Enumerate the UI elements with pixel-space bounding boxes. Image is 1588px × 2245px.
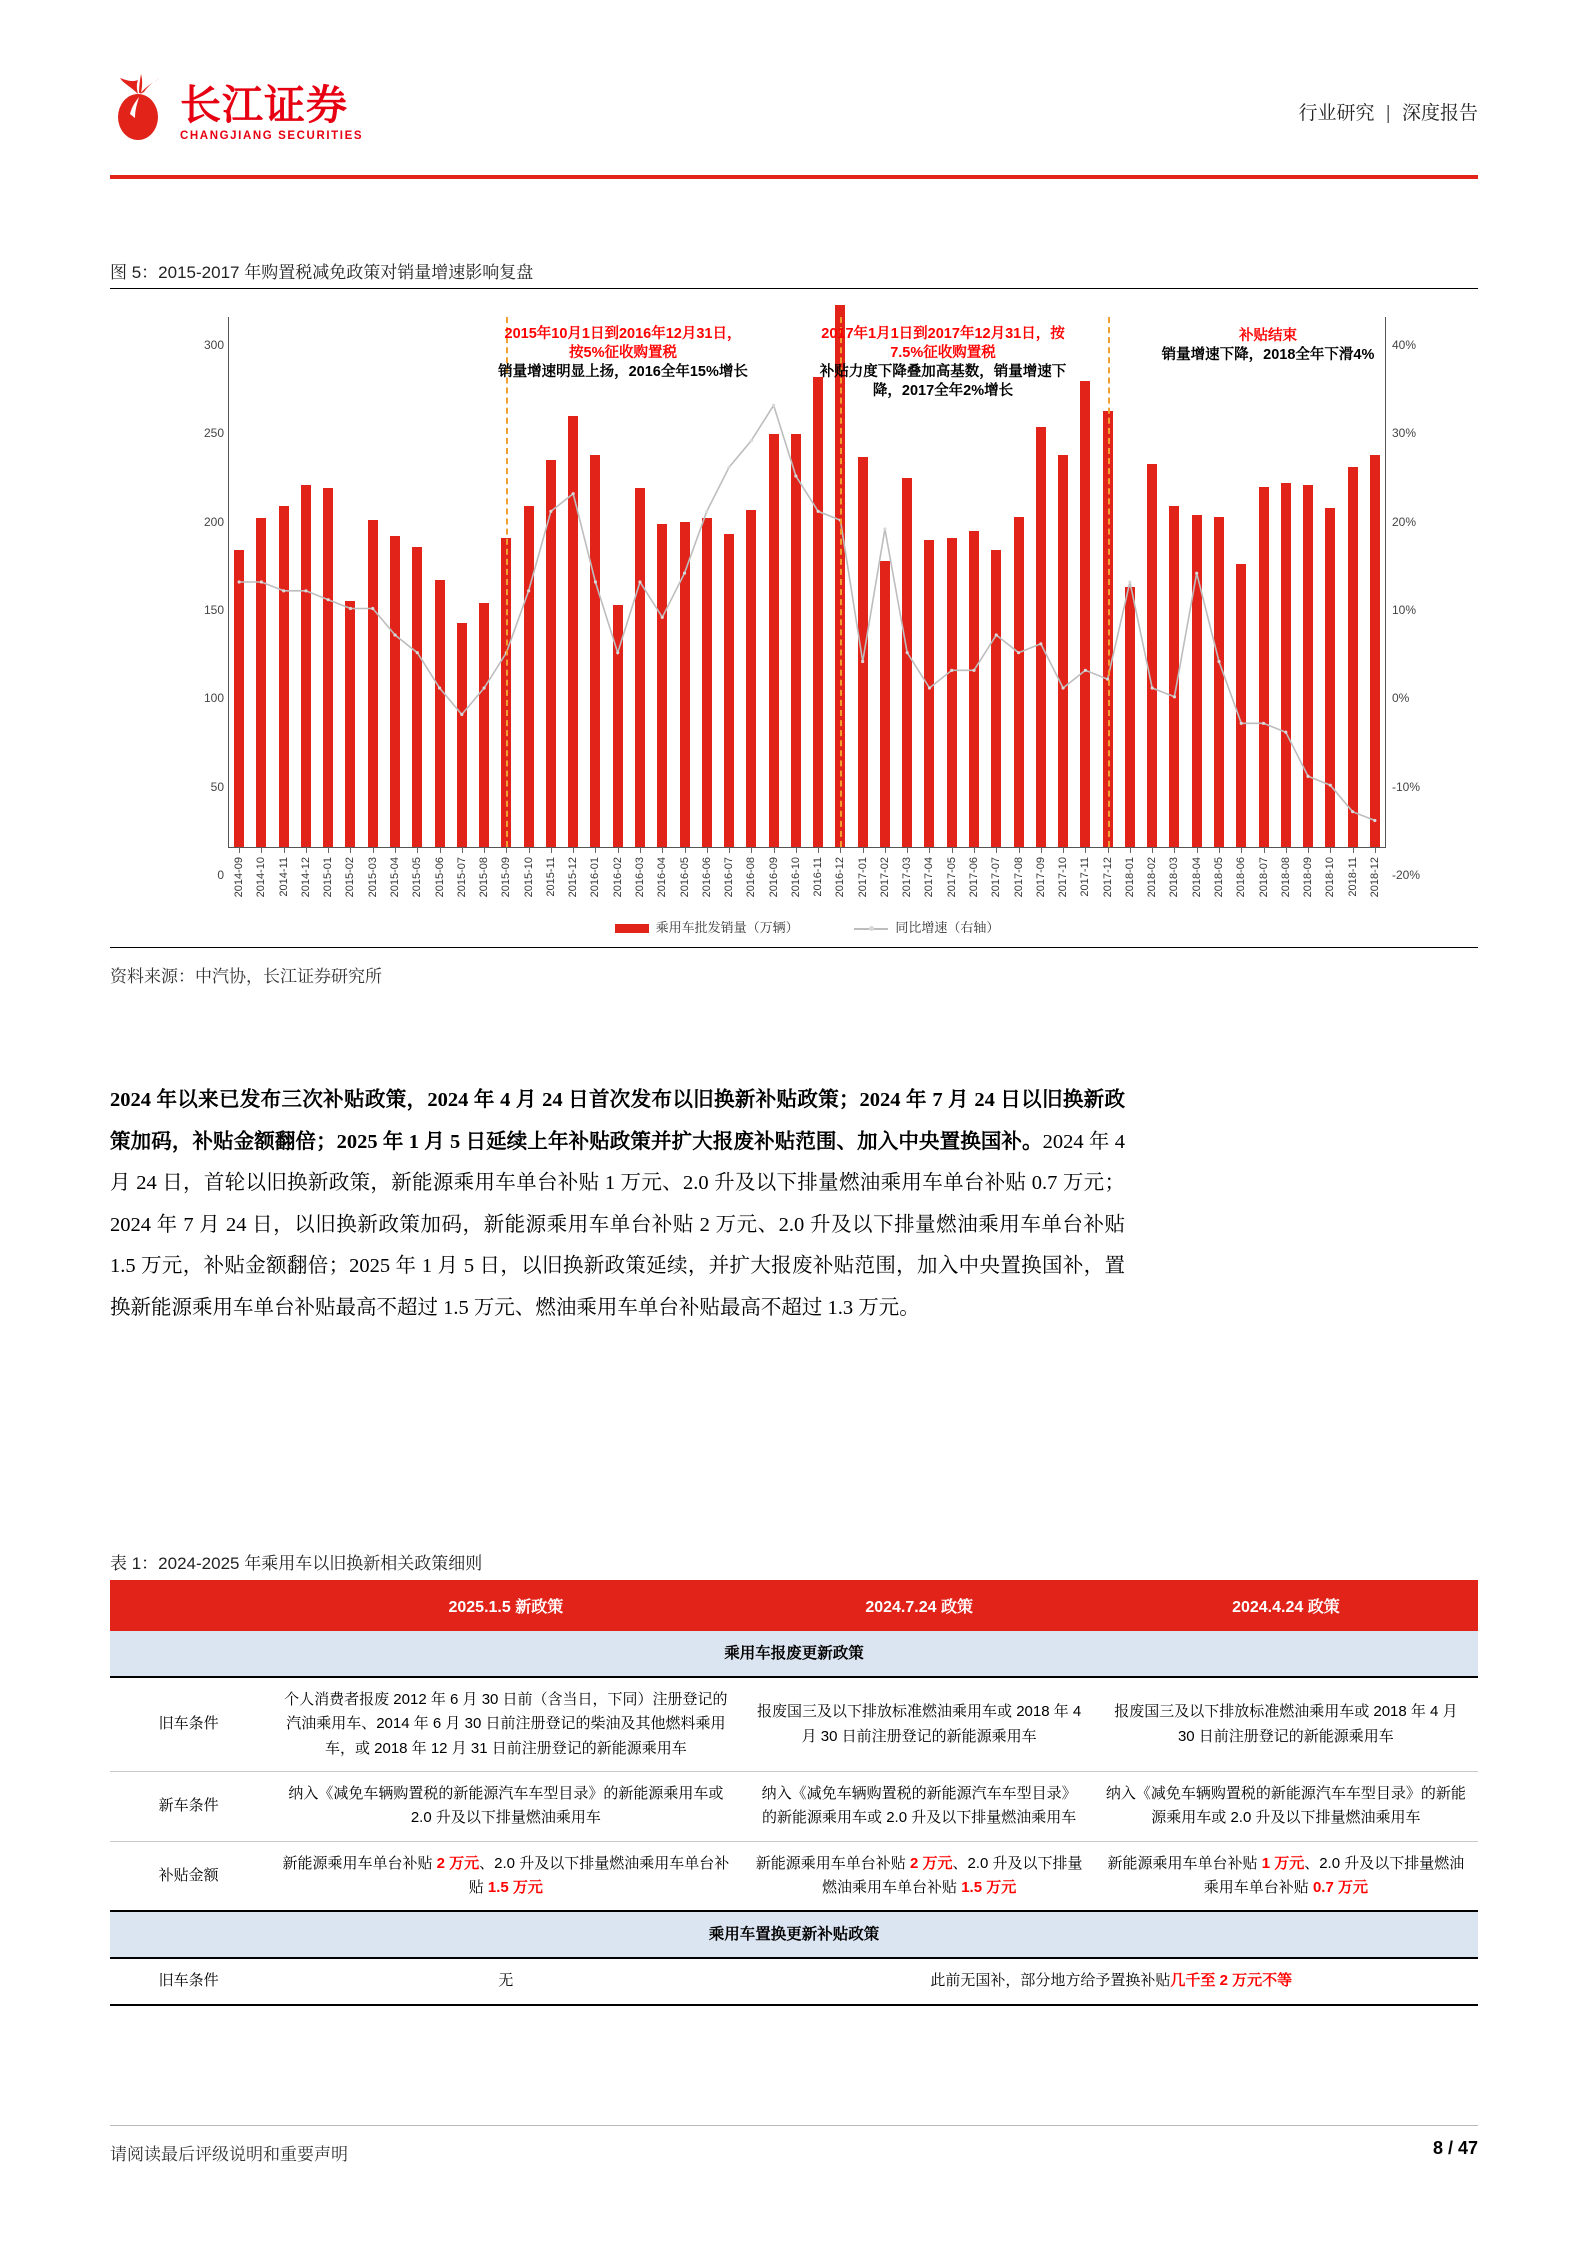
section-heading-label: 乘用车报废更新政策 bbox=[110, 1631, 1478, 1677]
chart-annotation bbox=[498, 325, 748, 382]
annotation-effect-text: 补贴力度下降叠加高基数，销量增速下降，2017全年2%增长 bbox=[819, 364, 1067, 400]
x-axis-label: 2017-05 bbox=[945, 857, 958, 898]
chart-area bbox=[203, 317, 1421, 935]
x-tick bbox=[1108, 847, 1109, 853]
brand-logo bbox=[110, 70, 363, 142]
x-tick bbox=[863, 847, 864, 853]
x-tick bbox=[1286, 847, 1287, 853]
x-tick bbox=[1130, 847, 1131, 853]
page-header bbox=[110, 70, 1478, 170]
table-row bbox=[110, 1841, 1478, 1911]
header-divider bbox=[110, 175, 1478, 179]
x-axis-label: 2018-04 bbox=[1190, 857, 1203, 898]
table-section-heading-replace bbox=[110, 1911, 1478, 1958]
x-tick bbox=[685, 847, 686, 853]
policy-marker-line bbox=[1108, 317, 1110, 847]
x-tick bbox=[929, 847, 930, 853]
cell-2024-replace bbox=[745, 1958, 1478, 2004]
x-axis-label: 2018-02 bbox=[1146, 857, 1159, 898]
y-tick-left: 50 bbox=[210, 779, 224, 794]
footer-divider bbox=[110, 2125, 1478, 2126]
x-axis-label: 2018-01 bbox=[1123, 857, 1136, 898]
x-axis-label: 2015-03 bbox=[366, 857, 379, 898]
x-axis-label: 2014-11 bbox=[277, 857, 290, 897]
x-tick bbox=[1174, 847, 1175, 853]
subsidy-pre: 新能源乘用车单台补贴 bbox=[755, 1854, 910, 1872]
x-axis-label: 2015-08 bbox=[478, 857, 491, 898]
growth-rate-line bbox=[228, 317, 1386, 847]
x-tick bbox=[1308, 847, 1309, 853]
subsidy-pre: 新能源乘用车单台补贴 bbox=[282, 1854, 437, 1872]
x-axis-label: 2016-09 bbox=[767, 857, 780, 898]
x-axis-label: 2018-08 bbox=[1279, 857, 1292, 898]
x-tick bbox=[1219, 847, 1220, 853]
x-tick bbox=[306, 847, 307, 853]
row-label-old-car-1: 旧车条件 bbox=[158, 1715, 219, 1733]
body-paragraph bbox=[110, 1080, 1125, 1330]
brand-name-cn: 长江证券 bbox=[180, 81, 348, 128]
x-tick bbox=[618, 847, 619, 853]
x-tick bbox=[796, 847, 797, 853]
x-axis-label: 2016-05 bbox=[678, 857, 691, 898]
table-col-2025: 2025.1.5 新政策 bbox=[267, 1580, 744, 1631]
x-tick bbox=[1264, 847, 1265, 853]
y-tick-right: 20% bbox=[1392, 514, 1417, 529]
x-axis-label: 2018-11 bbox=[1346, 857, 1359, 897]
header-breadcrumb bbox=[1298, 98, 1478, 125]
x-axis-label: 2015-02 bbox=[344, 857, 357, 898]
replace-highlight: 几千至 2 万元不等 bbox=[1170, 1972, 1293, 1990]
x-axis-label: 2014-10 bbox=[255, 857, 268, 898]
y-tick-right: -10% bbox=[1392, 779, 1421, 794]
table-col-blank bbox=[110, 1580, 267, 1631]
figure-container bbox=[110, 288, 1478, 948]
y-tick-right: 40% bbox=[1392, 338, 1417, 352]
x-axis-label: 2018-12 bbox=[1368, 857, 1381, 898]
x-tick bbox=[974, 847, 975, 853]
x-axis-label: 2017-12 bbox=[1101, 857, 1114, 898]
paragraph-body: 2024 年 4 月 24 日，首轮以旧换新政策，新能源乘用车单台补贴 1 万元、2.0 升及以下排量燃油乘用车单台补贴 0.7 万元；2024 年 7 月 24 日，以旧换新政策加码，新能源乘用车单台补贴 2 万元、2.0 升及以下排量燃油乘用车单台补贴 1.5 万元，补贴金额翻倍；2025 年 1 月 5 日，以旧换新政策延续，并扩大报废补贴范围，加入中央置换国补，置换新能源乘用车单台补贴最高不超过 1.5 万元、燃油乘用车单台补贴最高不超过 1.3 万元。 bbox=[110, 1130, 1126, 1320]
x-axis-label: 2014-12 bbox=[299, 857, 312, 898]
y-tick-left: 300 bbox=[203, 338, 224, 352]
chart-plot bbox=[228, 317, 1386, 847]
x-tick bbox=[1241, 847, 1242, 853]
x-axis-label: 2015-12 bbox=[567, 857, 580, 898]
table-header-row bbox=[110, 1580, 1478, 1631]
breadcrumb-separator: | bbox=[1385, 103, 1391, 124]
x-tick bbox=[1353, 847, 1354, 853]
y-tick-right: 0% bbox=[1392, 691, 1410, 706]
table-section-heading-scrap bbox=[110, 1631, 1478, 1677]
x-tick bbox=[350, 847, 351, 853]
subsidy-highlight-1: 2 万元 bbox=[436, 1854, 480, 1872]
x-axis-label: 2015-09 bbox=[500, 857, 513, 898]
subsidy-pre: 新能源乘用车单台补贴 bbox=[1107, 1854, 1262, 1872]
x-axis-label: 2016-12 bbox=[834, 857, 847, 898]
x-tick bbox=[885, 847, 886, 853]
x-tick bbox=[1152, 847, 1153, 853]
figure-caption: 图 5：2015-2017 年购置税减免政策对销量增速影响复盘 bbox=[110, 263, 534, 282]
policy-table bbox=[110, 1580, 1478, 2006]
cell-202407-old-car: 报废国三及以下排放标准燃油乘用车或 2018 年 4 月 30 日前注册登记的新能源乘用车 bbox=[757, 1703, 1082, 1745]
table-row bbox=[110, 1958, 1478, 2004]
y-tick-left: 150 bbox=[203, 603, 224, 617]
x-tick bbox=[573, 847, 574, 853]
x-tick bbox=[707, 847, 708, 853]
x-tick bbox=[1019, 847, 1020, 853]
x-axis-label: 2017-09 bbox=[1034, 857, 1047, 898]
replace-pre: 此前无国补，部分地方给予置换补贴 bbox=[930, 1972, 1171, 1990]
x-axis-label: 2014-09 bbox=[233, 857, 246, 898]
x-tick bbox=[640, 847, 641, 853]
y-tick-right: 30% bbox=[1392, 426, 1417, 441]
x-axis-label: 2017-10 bbox=[1057, 857, 1070, 898]
annotation-policy-text: 2015年10月1日到2016年12月31日，按5%征收购置税 bbox=[504, 326, 742, 362]
x-tick bbox=[529, 847, 530, 853]
x-tick bbox=[484, 847, 485, 853]
cell-2025-replace: 无 bbox=[498, 1972, 514, 1990]
report-category: 行业研究 bbox=[1298, 103, 1375, 124]
x-axis-label: 2015-10 bbox=[522, 857, 535, 898]
footer-page-number: 8 / 47 bbox=[1432, 2138, 1478, 2158]
x-axis-label: 2016-01 bbox=[589, 857, 602, 898]
x-axis-label: 2015-06 bbox=[433, 857, 446, 898]
section-heading-label: 乘用车置换更新补贴政策 bbox=[110, 1911, 1478, 1958]
x-axis bbox=[228, 847, 1386, 848]
x-tick bbox=[729, 847, 730, 853]
chart-legend bbox=[228, 917, 1386, 936]
y-tick-left: 250 bbox=[203, 426, 224, 441]
policy-marker-line bbox=[506, 317, 508, 847]
y-tick-left: 0 bbox=[217, 868, 224, 882]
x-tick bbox=[551, 847, 552, 853]
x-tick bbox=[239, 847, 240, 853]
x-axis-label: 2015-04 bbox=[389, 857, 402, 898]
table-caption: 表 1：2024-2025 年乘用车以旧换新相关政策细则 bbox=[110, 1554, 483, 1573]
x-axis-label: 2015-01 bbox=[322, 857, 335, 898]
x-tick bbox=[417, 847, 418, 853]
x-tick bbox=[284, 847, 285, 853]
subsidy-highlight-2: 1.5 万元 bbox=[961, 1878, 1017, 1896]
subsidy-highlight-1: 1 万元 bbox=[1261, 1854, 1305, 1872]
x-axis-label: 2015-11 bbox=[544, 857, 557, 897]
cell-202407-subsidy bbox=[745, 1841, 1094, 1911]
x-axis-label: 2017-02 bbox=[878, 857, 891, 898]
table-col-2024-04: 2024.4.24 政策 bbox=[1094, 1580, 1478, 1631]
chart-annotation bbox=[818, 325, 1068, 402]
x-axis-label: 2018-10 bbox=[1324, 857, 1337, 898]
x-tick bbox=[996, 847, 997, 853]
x-axis-label: 2015-07 bbox=[455, 857, 468, 898]
legend-swatch-line bbox=[854, 928, 888, 930]
table-col-2024-07: 2024.7.24 政策 bbox=[745, 1580, 1094, 1631]
x-axis-label: 2016-11 bbox=[812, 857, 825, 897]
x-tick bbox=[506, 847, 507, 853]
cell-2025-new-car: 纳入《减免车辆购置税的新能源汽车车型目录》的新能源乘用车或 2.0 升及以下排量燃油乘用车 bbox=[288, 1785, 724, 1827]
footer-note: 请阅读最后评级说明和重要声明 bbox=[110, 2145, 348, 2164]
x-tick bbox=[1041, 847, 1042, 853]
row-label-subsidy: 补贴金额 bbox=[158, 1866, 219, 1884]
cell-202404-subsidy bbox=[1094, 1841, 1478, 1911]
x-tick bbox=[395, 847, 396, 853]
x-tick bbox=[751, 847, 752, 853]
x-axis-label: 2017-07 bbox=[990, 857, 1003, 898]
changjiang-flame-logo-icon bbox=[110, 70, 172, 142]
x-axis-label: 2018-07 bbox=[1257, 857, 1270, 898]
cell-2025-old-car: 个人消费者报废 2012 年 6 月 30 日前（含当日，下同）注册登记的汽油乘用车、2014 年 6 月 30 日前注册登记的柴油及其他燃料乘用车，或 2018 年 12 月 31 日前注册登记的新能源乘用车 bbox=[284, 1691, 728, 1757]
legend-item-bar bbox=[615, 920, 799, 935]
x-axis-label: 2017-06 bbox=[968, 857, 981, 898]
x-tick bbox=[440, 847, 441, 853]
subsidy-mid: 、2.0 升及以下排量燃油乘用车单台补贴 bbox=[822, 1854, 1083, 1896]
x-tick bbox=[1085, 847, 1086, 853]
x-tick bbox=[774, 847, 775, 853]
legend-swatch-bar bbox=[615, 924, 649, 933]
table-row bbox=[110, 1677, 1478, 1771]
annotation-policy-text: 补贴结束 bbox=[1239, 328, 1297, 344]
cell-202404-new-car: 纳入《减免车辆购置税的新能源汽车车型目录》的新能源乘用车或 2.0 升及以下排量燃油乘用车 bbox=[1105, 1785, 1466, 1827]
subsidy-highlight-2: 1.5 万元 bbox=[487, 1878, 543, 1896]
x-axis-label: 2016-04 bbox=[656, 857, 669, 898]
x-axis-label: 2017-08 bbox=[1012, 857, 1025, 898]
x-axis-label: 2016-07 bbox=[723, 857, 736, 898]
annotation-effect-text: 销量增速明显上扬，2016全年15%增长 bbox=[498, 364, 748, 381]
y-tick-right: -20% bbox=[1392, 868, 1421, 882]
chart-annotation bbox=[1153, 327, 1383, 365]
x-tick bbox=[1375, 847, 1376, 853]
x-tick bbox=[840, 847, 841, 853]
x-tick bbox=[328, 847, 329, 853]
paragraph-bold-lead: 2024 年以来已发布三次补贴政策，2024 年 4 月 24 日首次发布以旧换新补贴政策；2024 年 7 月 24 日以旧换新政策加码，补贴金额翻倍；2025 年 1 月 5 日延续上年补贴政策并扩大报废补贴范围、加入中央置换国补。 bbox=[110, 1089, 1125, 1153]
report-type: 深度报告 bbox=[1401, 103, 1478, 124]
y-tick-left: 100 bbox=[203, 691, 224, 706]
legend-label-line: 同比增速（右轴） bbox=[895, 920, 1000, 935]
x-axis-label: 2017-04 bbox=[923, 857, 936, 898]
x-axis-label: 2016-08 bbox=[745, 857, 758, 898]
y-tick-left: 200 bbox=[203, 514, 224, 529]
x-tick bbox=[662, 847, 663, 853]
x-axis-label: 2018-09 bbox=[1302, 857, 1315, 898]
x-axis-label: 2018-05 bbox=[1212, 857, 1225, 898]
table-row bbox=[110, 1772, 1478, 1842]
x-tick bbox=[907, 847, 908, 853]
brand-name-en: CHANGJIANG SECURITIES bbox=[180, 129, 364, 142]
subsidy-highlight-2: 0.7 万元 bbox=[1312, 1878, 1368, 1896]
x-axis-label: 2016-02 bbox=[611, 857, 624, 898]
x-axis-label: 2017-01 bbox=[856, 857, 869, 898]
x-axis-label: 2015-05 bbox=[411, 857, 424, 898]
x-tick bbox=[261, 847, 262, 853]
row-label-new-car: 新车条件 bbox=[158, 1797, 219, 1815]
legend-label-bar: 乘用车批发销量（万辆） bbox=[655, 920, 799, 935]
x-tick bbox=[1197, 847, 1198, 853]
cell-202407-new-car: 纳入《减免车辆购置税的新能源汽车车型目录》的新能源乘用车或 2.0 升及以下排量燃油乘用车 bbox=[761, 1785, 1077, 1827]
x-axis-label: 2018-06 bbox=[1235, 857, 1248, 898]
figure-source: 资料来源：中汽协，长江证券研究所 bbox=[110, 967, 382, 986]
x-tick bbox=[1330, 847, 1331, 853]
subsidy-highlight-1: 2 万元 bbox=[909, 1854, 953, 1872]
subsidy-mid: 、2.0 升及以下排量燃油乘用车单台补贴 bbox=[468, 1854, 730, 1896]
annotation-effect-text: 销量增速下降，2018全年下滑4% bbox=[1161, 347, 1375, 364]
x-tick bbox=[818, 847, 819, 853]
x-axis-label: 2017-03 bbox=[901, 857, 914, 898]
x-axis-label: 2018-03 bbox=[1168, 857, 1181, 898]
x-tick bbox=[952, 847, 953, 853]
legend-item-line bbox=[854, 920, 999, 935]
x-tick bbox=[595, 847, 596, 853]
row-label-old-car-2: 旧车条件 bbox=[158, 1972, 219, 1990]
x-tick bbox=[1063, 847, 1064, 853]
x-tick bbox=[462, 847, 463, 853]
x-axis-label: 2016-03 bbox=[633, 857, 646, 898]
subsidy-mid: 、2.0 升及以下排量燃油乘用车单台补贴 bbox=[1203, 1854, 1465, 1896]
annotation-policy-text: 2017年1月1日到2017年12月31日，按7.5%征收购置税 bbox=[821, 326, 1065, 362]
x-axis-label: 2017-11 bbox=[1079, 857, 1092, 897]
x-tick bbox=[373, 847, 374, 853]
y-tick-right: 10% bbox=[1392, 603, 1417, 617]
cell-2025-subsidy bbox=[267, 1841, 744, 1911]
cell-202404-old-car: 报废国三及以下排放标准燃油乘用车或 2018 年 4 月 30 日前注册登记的新能源乘用车 bbox=[1114, 1703, 1458, 1745]
x-axis-label: 2016-06 bbox=[700, 857, 713, 898]
x-axis-label: 2016-10 bbox=[789, 857, 802, 898]
